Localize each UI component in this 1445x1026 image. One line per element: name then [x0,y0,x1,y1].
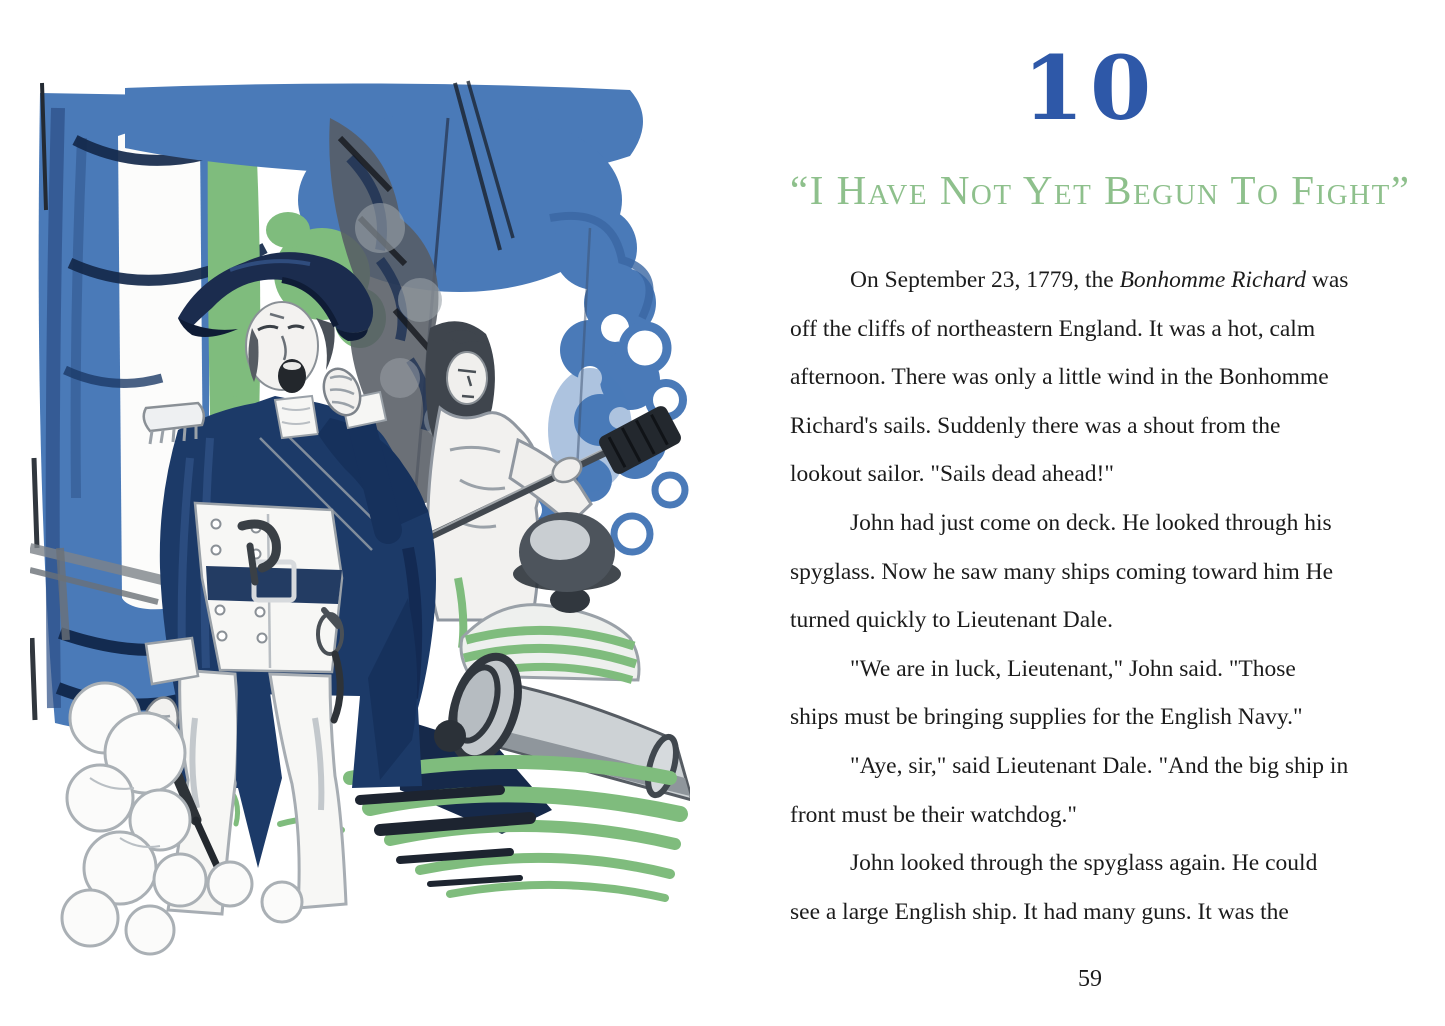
body-line: see a large English ship. It had many guns. It was the [790,898,1289,925]
body-line: "We are in luck, Lieutenant," John said. "Those [850,655,1296,682]
body-line: John looked through the spyglass again. He could [850,850,1318,877]
chapter-title: “I Have Not Yet Begun To Fight” [790,167,1411,213]
body-line: afternoon. There was only a little wind in the Bonhomme [790,364,1329,391]
body-paragraphs [790,256,1390,936]
text-page [790,0,1411,1026]
body-line: "Aye, sir," said Lieutenant Dale. "And the big ship in [850,752,1349,779]
body-line: Richard's sails. Suddenly there was a shout from the [790,412,1281,439]
body-line: On September 23, 1779, the Bonhomme Richard was [850,267,1349,293]
body-line: John had just come on deck. He looked through his [850,509,1332,536]
page-number: 59 [1078,966,1102,992]
body-line: front must be their watchdog." [790,801,1077,828]
chapter-number: 10 [1022,36,1158,140]
body-line: ships must be bringing supplies for the English Navy." [790,704,1303,731]
collar-jabot [275,396,318,438]
body-line: off the cliffs of northeastern England. It was a hot, calm [790,315,1316,342]
body-line: turned quickly to Lieutenant Dale. [790,607,1114,634]
body-line: lookout sailor. "Sails dead ahead!" [790,461,1114,488]
body-line: spyglass. Now he saw many ships coming toward him He [790,558,1334,585]
illustration-naval-officer [30,78,690,958]
